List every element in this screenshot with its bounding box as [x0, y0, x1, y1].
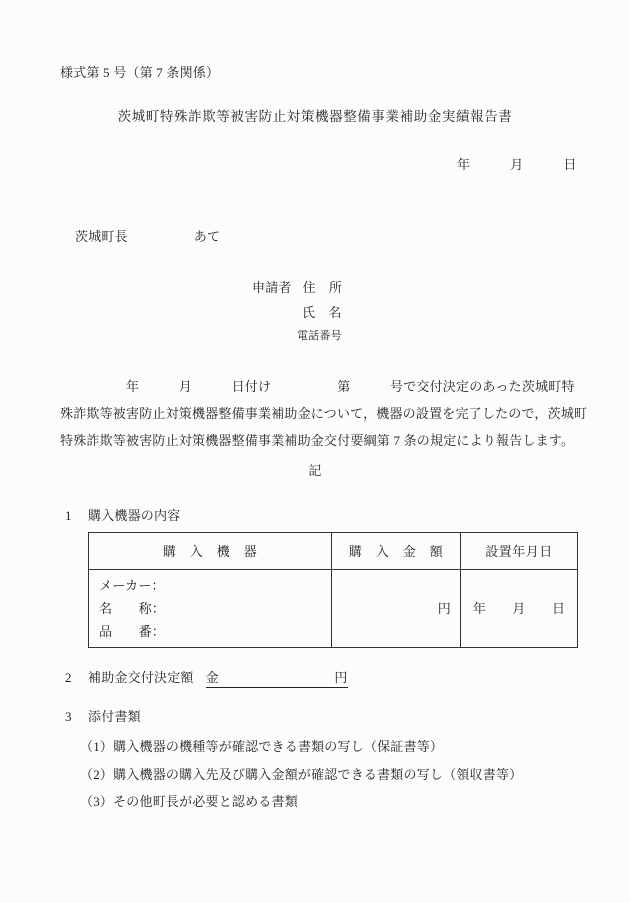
name-label: 名 称：: [99, 601, 166, 616]
applicant-address-label: 住 所: [302, 280, 343, 295]
section2-row: [65, 671, 348, 688]
addressee-line: [75, 230, 220, 243]
date-year-label: 年: [457, 157, 471, 172]
install-date-cell: 年 月 日: [461, 570, 578, 648]
date-month-label: 月: [510, 157, 524, 172]
attachment-item-3: （3）その他町長が必要と認める書類: [80, 794, 298, 809]
body-paragraph: [60, 373, 588, 454]
form-number: 様式第 5 号（第 7 条関係）: [60, 65, 220, 80]
model-label: 品 番：: [99, 624, 166, 639]
attachment-item-2: （2）購入機器の購入先及び購入金額が確認できる書類の写し（領収書等）: [80, 766, 523, 782]
table-row: [89, 570, 578, 648]
equipment-table-wrap: [88, 532, 578, 648]
attachment-list: [80, 733, 522, 816]
addressee-name: 茨城町長: [75, 229, 128, 244]
applicant-block: [252, 281, 452, 343]
body-line-3: 特殊詐欺等被害防止対策機器整備事業補助金交付要綱第 7 条の規定により報告します。: [60, 433, 575, 448]
amount-prefix: 金: [205, 670, 219, 685]
applicant-phone-label: 電話番号: [297, 330, 342, 342]
applicant-name-label: 氏 名: [302, 305, 342, 320]
addressee-suffix: あて: [193, 229, 221, 244]
amount-cell: 円: [332, 570, 461, 648]
body-line-2: 殊詐欺等被害防止対策機器整備事業補助金について，機器の設置を完了したので，茨城町: [60, 406, 588, 421]
section2-heading: 補助金交付決定額: [88, 670, 194, 685]
equipment-detail-cell: [89, 570, 332, 648]
document-title: 茨城町特殊詐欺等被害防止対策機器整備事業補助金実績報告書: [117, 109, 513, 124]
maker-label: メーカー：: [99, 578, 165, 593]
header-purchase-amount: 購 入 金 額: [332, 533, 461, 570]
section1-number: 1: [65, 508, 72, 523]
section3-number: 3: [65, 709, 72, 724]
ki-marker: 記: [308, 463, 322, 478]
applicant-address-row: [252, 281, 342, 294]
section3-heading: 添付書類: [88, 709, 141, 724]
equipment-table: [88, 532, 578, 648]
section1-heading-row: [65, 509, 180, 522]
header-purchase-equipment: 購 入 機 器: [89, 533, 332, 570]
applicant-label: 申請者: [252, 280, 292, 295]
attachment-item-1: （1）購入機器の機種等が確認できる書類の写し（保証書等）: [80, 739, 444, 754]
body-line-1: 年 月 日付け 第 号で交付決定のあった茨城町特: [60, 379, 575, 394]
decided-amount-blank: [206, 671, 348, 688]
section1-heading: 購入機器の内容: [88, 508, 181, 523]
section3-heading-row: [65, 710, 141, 723]
header-install-date: 設置年月日: [461, 533, 578, 570]
section2-number: 2: [65, 670, 72, 685]
table-header-row: [89, 533, 578, 570]
amount-unit: 円: [334, 670, 348, 685]
date-line: [457, 158, 577, 171]
date-day-label: 日: [563, 157, 577, 172]
